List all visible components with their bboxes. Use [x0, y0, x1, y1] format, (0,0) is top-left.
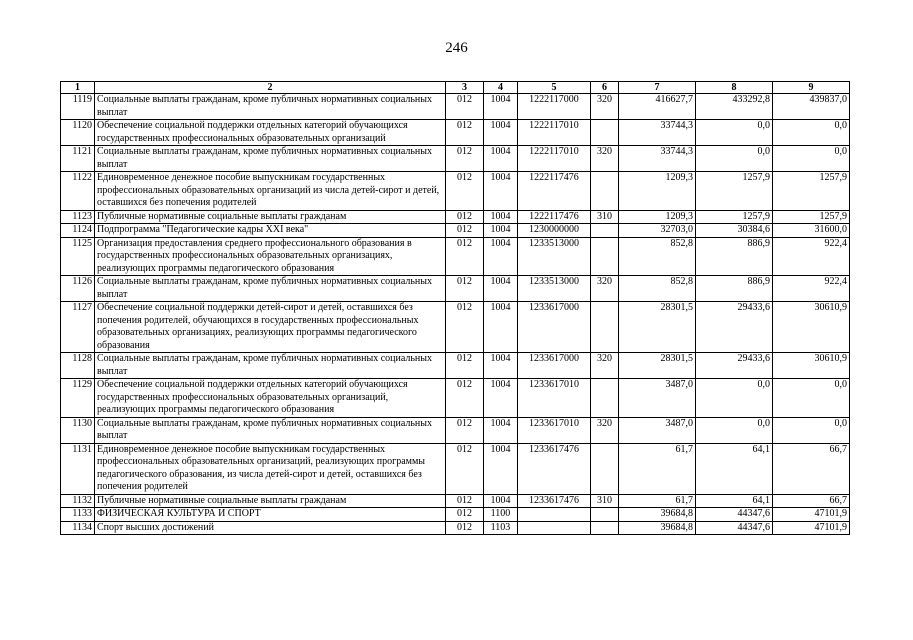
- amount-col-7: 33744,3: [619, 120, 696, 146]
- row-number: 1127: [61, 302, 95, 353]
- expense-type-code: 320: [591, 146, 619, 172]
- amount-col-7: 39684,8: [619, 508, 696, 522]
- amount-col-9: 1257,9: [773, 172, 850, 211]
- row-number: 1129: [61, 379, 95, 418]
- amount-col-8: 29433,6: [696, 353, 773, 379]
- row-number: 1123: [61, 210, 95, 224]
- row-number: 1131: [61, 443, 95, 494]
- amount-col-9: 31600,0: [773, 224, 850, 238]
- table-row: [61, 494, 850, 508]
- table-row: [61, 521, 850, 535]
- target-article-code: 1233513000: [518, 276, 591, 302]
- amount-col-7: 852,8: [619, 276, 696, 302]
- header-cell: 7: [619, 82, 696, 94]
- budget-table: [60, 81, 850, 535]
- table-body: [61, 94, 850, 535]
- row-number: 1133: [61, 508, 95, 522]
- table-row: [61, 276, 850, 302]
- header-cell: 1: [61, 82, 95, 94]
- amount-col-8: 433292,8: [696, 94, 773, 120]
- amount-col-7: 3487,0: [619, 417, 696, 443]
- row-name: Социальные выплаты гражданам, кроме публичных нормативных социальных выплат: [95, 146, 446, 172]
- row-name: Обеспечение социальной поддержки отдельных категорий обучающихся государственных профессиональных образовательных организаций: [95, 120, 446, 146]
- row-name: Социальные выплаты гражданам, кроме публичных нормативных социальных выплат: [95, 94, 446, 120]
- section-code: 1100: [484, 508, 518, 522]
- target-article-code: 1233617010: [518, 417, 591, 443]
- row-name: Единовременное денежное пособие выпускникам государственных профессиональных образовательных организаций, реализующих программы педагогического образования, из числа детей-сирот и детей, оставшихся без попечения родителей: [95, 443, 446, 494]
- row-name: Спорт высших достижений: [95, 521, 446, 535]
- section-code: 1004: [484, 224, 518, 238]
- ministry-code: 012: [446, 237, 484, 276]
- expense-type-code: [591, 224, 619, 238]
- amount-col-9: 0,0: [773, 146, 850, 172]
- amount-col-9: 439837,0: [773, 94, 850, 120]
- table-row: [61, 210, 850, 224]
- ministry-code: 012: [446, 443, 484, 494]
- amount-col-7: 416627,7: [619, 94, 696, 120]
- ministry-code: 012: [446, 210, 484, 224]
- target-article-code: [518, 521, 591, 535]
- expense-type-code: 320: [591, 94, 619, 120]
- amount-col-8: 64,1: [696, 443, 773, 494]
- expense-type-code: 320: [591, 353, 619, 379]
- ministry-code: 012: [446, 302, 484, 353]
- table-row: [61, 353, 850, 379]
- amount-col-8: 1257,9: [696, 210, 773, 224]
- header-cell: 6: [591, 82, 619, 94]
- target-article-code: 1233617476: [518, 443, 591, 494]
- row-name: Обеспечение социальной поддержки отдельных категорий обучающихся государственных профессиональных образовательных организаций, реализующих программы педагогического образования: [95, 379, 446, 418]
- row-number: 1124: [61, 224, 95, 238]
- amount-col-7: 28301,5: [619, 353, 696, 379]
- header-row: [61, 82, 850, 94]
- amount-col-8: 0,0: [696, 417, 773, 443]
- row-number: 1130: [61, 417, 95, 443]
- expense-type-code: [591, 302, 619, 353]
- row-name: Социальные выплаты гражданам, кроме публичных нормативных социальных выплат: [95, 276, 446, 302]
- expense-type-code: [591, 379, 619, 418]
- amount-col-8: 886,9: [696, 276, 773, 302]
- amount-col-9: 66,7: [773, 494, 850, 508]
- table-row: [61, 146, 850, 172]
- table-row: [61, 302, 850, 353]
- target-article-code: 1233617000: [518, 302, 591, 353]
- row-number: 1122: [61, 172, 95, 211]
- section-code: 1004: [484, 172, 518, 211]
- amount-col-9: 0,0: [773, 120, 850, 146]
- table-row: [61, 417, 850, 443]
- expense-type-code: 320: [591, 417, 619, 443]
- ministry-code: 012: [446, 508, 484, 522]
- header-cell: 8: [696, 82, 773, 94]
- row-number: 1119: [61, 94, 95, 120]
- amount-col-8: 44347,6: [696, 521, 773, 535]
- amount-col-9: 30610,9: [773, 353, 850, 379]
- header-cell: 5: [518, 82, 591, 94]
- header-cell: 4: [484, 82, 518, 94]
- amount-col-9: 0,0: [773, 379, 850, 418]
- amount-col-7: 1209,3: [619, 210, 696, 224]
- expense-type-code: 310: [591, 494, 619, 508]
- section-code: 1004: [484, 443, 518, 494]
- row-number: 1121: [61, 146, 95, 172]
- table-row: [61, 508, 850, 522]
- table-row: [61, 237, 850, 276]
- section-code: 1004: [484, 120, 518, 146]
- section-code: 1004: [484, 417, 518, 443]
- section-code: 1004: [484, 237, 518, 276]
- row-name: Социальные выплаты гражданам, кроме публичных нормативных социальных выплат: [95, 353, 446, 379]
- amount-col-9: 922,4: [773, 237, 850, 276]
- section-code: 1004: [484, 94, 518, 120]
- amount-col-7: 28301,5: [619, 302, 696, 353]
- ministry-code: 012: [446, 172, 484, 211]
- amount-col-7: 39684,8: [619, 521, 696, 535]
- amount-col-7: 33744,3: [619, 146, 696, 172]
- row-number: 1128: [61, 353, 95, 379]
- expense-type-code: 320: [591, 276, 619, 302]
- row-name: Публичные нормативные социальные выплаты гражданам: [95, 210, 446, 224]
- amount-col-8: 0,0: [696, 146, 773, 172]
- table-row: [61, 172, 850, 211]
- expense-type-code: [591, 443, 619, 494]
- row-name: Подпрограмма "Педагогические кадры XXI века": [95, 224, 446, 238]
- target-article-code: 1222117476: [518, 172, 591, 211]
- table-row: [61, 120, 850, 146]
- amount-col-7: 61,7: [619, 443, 696, 494]
- ministry-code: 012: [446, 94, 484, 120]
- row-number: 1134: [61, 521, 95, 535]
- section-code: 1004: [484, 146, 518, 172]
- header-cell: 3: [446, 82, 484, 94]
- target-article-code: [518, 508, 591, 522]
- amount-col-8: 64,1: [696, 494, 773, 508]
- table-row: [61, 94, 850, 120]
- expense-type-code: [591, 508, 619, 522]
- target-article-code: 1233617000: [518, 353, 591, 379]
- amount-col-9: 0,0: [773, 417, 850, 443]
- ministry-code: 012: [446, 276, 484, 302]
- amount-col-8: 30384,6: [696, 224, 773, 238]
- ministry-code: 012: [446, 353, 484, 379]
- header-cell: 2: [95, 82, 446, 94]
- amount-col-8: 0,0: [696, 379, 773, 418]
- expense-type-code: [591, 120, 619, 146]
- amount-col-8: 44347,6: [696, 508, 773, 522]
- section-code: 1103: [484, 521, 518, 535]
- target-article-code: 1233617010: [518, 379, 591, 418]
- expense-type-code: [591, 172, 619, 211]
- expense-type-code: 310: [591, 210, 619, 224]
- amount-col-9: 1257,9: [773, 210, 850, 224]
- row-name: Социальные выплаты гражданам, кроме публичных нормативных социальных выплат: [95, 417, 446, 443]
- amount-col-8: 0,0: [696, 120, 773, 146]
- target-article-code: 1222117010: [518, 146, 591, 172]
- expense-type-code: [591, 237, 619, 276]
- amount-col-7: 32703,0: [619, 224, 696, 238]
- row-number: 1132: [61, 494, 95, 508]
- target-article-code: 1222117476: [518, 210, 591, 224]
- amount-col-7: 852,8: [619, 237, 696, 276]
- amount-col-7: 61,7: [619, 494, 696, 508]
- amount-col-9: 47101,9: [773, 521, 850, 535]
- amount-col-7: 3487,0: [619, 379, 696, 418]
- target-article-code: 1222117010: [518, 120, 591, 146]
- target-article-code: 1222117000: [518, 94, 591, 120]
- amount-col-7: 1209,3: [619, 172, 696, 211]
- ministry-code: 012: [446, 494, 484, 508]
- row-number: 1126: [61, 276, 95, 302]
- row-name: Публичные нормативные социальные выплаты гражданам: [95, 494, 446, 508]
- page-number: 246: [445, 40, 468, 56]
- row-name: Организация предоставления среднего профессионального образования в государственных профессиональных образовательных организациях, реализующих программы педагогического образования: [95, 237, 446, 276]
- section-code: 1004: [484, 276, 518, 302]
- section-code: 1004: [484, 302, 518, 353]
- expense-type-code: [591, 521, 619, 535]
- section-code: 1004: [484, 494, 518, 508]
- header-cell: 9: [773, 82, 850, 94]
- amount-col-8: 29433,6: [696, 302, 773, 353]
- amount-col-9: 30610,9: [773, 302, 850, 353]
- amount-col-9: 66,7: [773, 443, 850, 494]
- section-code: 1004: [484, 210, 518, 224]
- ministry-code: 012: [446, 224, 484, 238]
- row-name: Единовременное денежное пособие выпускникам государственных профессиональных образовательных организаций из числа детей-сирот и детей, оставшихся без попечения родителей: [95, 172, 446, 211]
- amount-col-8: 1257,9: [696, 172, 773, 211]
- amount-col-9: 922,4: [773, 276, 850, 302]
- table-row: [61, 379, 850, 418]
- amount-col-8: 886,9: [696, 237, 773, 276]
- amount-col-9: 47101,9: [773, 508, 850, 522]
- row-number: 1120: [61, 120, 95, 146]
- row-name: ФИЗИЧЕСКАЯ КУЛЬТУРА И СПОРТ: [95, 508, 446, 522]
- section-code: 1004: [484, 353, 518, 379]
- row-name: Обеспечение социальной поддержки детей-сирот и детей, оставшихся без попечения родителей, обучающихся в государственных профессиональных образовательных организациях, реализующих программы педагогического образования: [95, 302, 446, 353]
- target-article-code: 1230000000: [518, 224, 591, 238]
- target-article-code: 1233617476: [518, 494, 591, 508]
- section-code: 1004: [484, 379, 518, 418]
- target-article-code: 1233513000: [518, 237, 591, 276]
- ministry-code: 012: [446, 521, 484, 535]
- table-row: [61, 224, 850, 238]
- ministry-code: 012: [446, 379, 484, 418]
- row-number: 1125: [61, 237, 95, 276]
- ministry-code: 012: [446, 417, 484, 443]
- ministry-code: 012: [446, 120, 484, 146]
- ministry-code: 012: [446, 146, 484, 172]
- table-row: [61, 443, 850, 494]
